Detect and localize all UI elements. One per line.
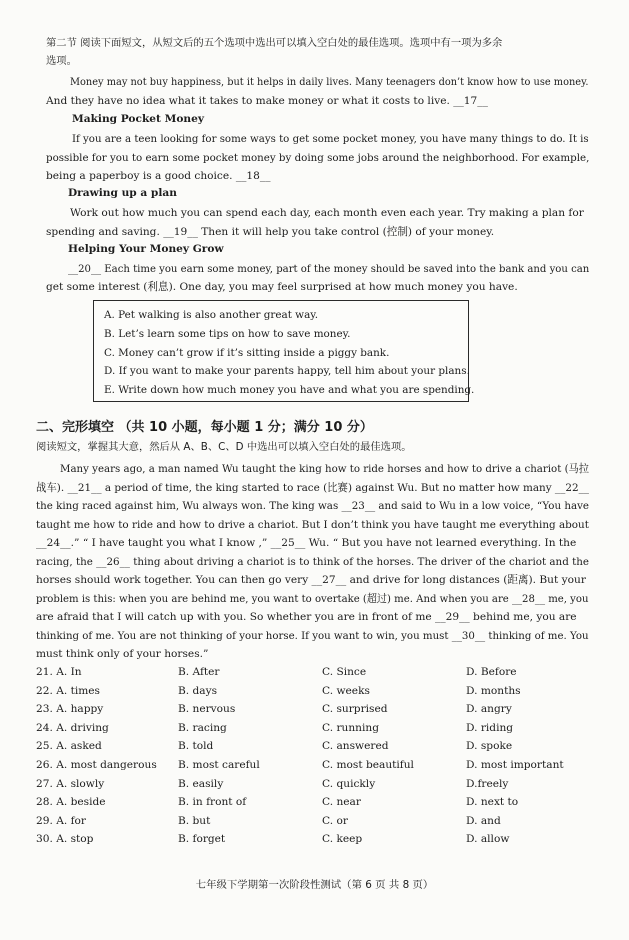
choice-a: 25. A. asked: [36, 740, 102, 753]
cloze-line: 战车). __21__ a period of time, the king started to race (比赛) against Wu. But no matter how many __22__: [36, 482, 589, 494]
choice-c: C. Since: [322, 666, 367, 678]
passage-line: possible for you to earn some pocket money by doing some jobs around the neighborhood. For example,: [46, 152, 590, 164]
choice-b: B. days: [178, 684, 218, 697]
choice-c: C. running: [322, 721, 379, 734]
choice-c: C. near: [322, 796, 361, 809]
choice-d: D. riding: [466, 721, 514, 734]
section2-header-line2: 选项。: [46, 55, 77, 67]
choice-c: C. keep: [322, 833, 363, 846]
choice-b: B. nervous: [178, 703, 236, 716]
subheading-making-pocket-money: Making Pocket Money: [72, 113, 205, 125]
passage-line: spending and saving. __19__ Then it will help you take control (控制) of your money.: [46, 226, 495, 238]
section3-heading: 二、完形填空 （共 10 小题，每小题 1 分；满分 10 分）: [36, 420, 373, 435]
choice-a: 28. A. beside: [36, 796, 106, 809]
passage-line: __20__ Each time you earn some money, part of the money should be saved into the bank and you can: [68, 263, 590, 275]
choice-b: B. in front of: [178, 796, 247, 809]
choice-c: C. answered: [322, 740, 389, 753]
choice-a: 21. A. In: [36, 666, 82, 678]
choice-b: B. After: [178, 666, 220, 678]
choice-b: B. most careful: [178, 759, 260, 771]
choice-b: B. told: [178, 740, 214, 753]
choice-d: D. next to: [466, 796, 519, 809]
choice-a: 27. A. slowly: [36, 777, 105, 790]
passage-line: Work out how much you can spend each day, each month even each year. Try making a plan for: [70, 207, 584, 219]
option-d: D. If you want to make your parents happy, tell him about your plans.: [104, 365, 470, 377]
cloze-line: Many years ago, a man named Wu taught the king how to ride horses and how to drive a chariot (马拉: [60, 463, 590, 475]
page-footer: 七年级下学期第一次阶段性测试（第 6 页 共 8 页）: [195, 879, 434, 891]
choice-a: 24. A. driving: [36, 721, 109, 734]
cloze-line: must think only of your horses.”: [36, 648, 209, 660]
choice-b: B. easily: [178, 777, 224, 790]
subheading-drawing-plan: Drawing up a plan: [68, 187, 177, 199]
cloze-line: __24__.” “ I have taught you what I know ,” __25__ Wu. “ But you have not learned everything. In the: [36, 537, 577, 549]
choice-b: B. forget: [178, 833, 226, 846]
choice-c: C. weeks: [322, 684, 370, 697]
choice-a: 23. A. happy: [36, 703, 104, 716]
cloze-line: taught me how to ride and how to drive a chariot. But I don’t think you have taught me everything about: [36, 519, 589, 531]
passage-line: get some interest (利息). One day, you may feel surprised at how much money you have.: [46, 281, 518, 293]
passage-line: If you are a teen looking for some ways to get some pocket money, you have many things to do. It is: [72, 133, 589, 145]
options-box: [93, 300, 475, 402]
cloze-line: thinking of me. You are not thinking of your horse. If you want to win, you must __30__ thinking of me. You: [36, 630, 589, 642]
choice-c: C. surprised: [322, 703, 388, 716]
passage-line: And they have no idea what it takes to make money or what it costs to live. __17__: [46, 95, 488, 107]
choice-d: D. spoke: [466, 740, 513, 753]
choice-d: D. allow: [466, 833, 510, 846]
choice-c: C. most beautiful: [322, 759, 414, 771]
choice-d: D. and: [466, 814, 501, 827]
option-b: B. Let’s learn some tips on how to save money.: [104, 328, 351, 340]
choice-a: 26. A. most dangerous: [36, 759, 157, 771]
choice-c: C. quickly: [322, 777, 376, 790]
option-e: E. Write down how much money you have and what you are spending.: [104, 384, 475, 396]
option-a: A. Pet walking is also another great way.: [104, 309, 319, 321]
cloze-line: horses should work together. You can then go very __27__ and drive for long distances (距离). But your: [36, 574, 586, 586]
choice-c: C. or: [322, 814, 348, 827]
option-c: C. Money can’t grow if it’s sitting inside a piggy bank.: [104, 347, 390, 359]
choice-d: D. angry: [466, 703, 512, 716]
cloze-line: problem is this: when you are behind me, you want to overtake (超过) me. And when you are __28__ me, you: [36, 593, 589, 605]
choice-b: B. but: [178, 814, 211, 827]
choice-a: 30. A. stop: [36, 833, 94, 846]
subheading-money-grow: Helping Your Money Grow: [68, 243, 224, 255]
choice-a: 29. A. for: [36, 814, 86, 827]
cloze-line: are afraid that I will catch up with you. So whether you are in front of me __29__ behind me, you are: [36, 611, 577, 623]
choice-d: D. most important: [466, 759, 564, 771]
passage-line: Money may not buy happiness, but it helps in daily lives. Many teenagers don’t know how to use money.: [70, 76, 589, 88]
section3-instruction: 阅读短文，掌握其大意，然后从 A、B、C、D 中选出可以填入空白处的最佳选项。: [36, 441, 412, 453]
choice-d: D. Before: [466, 666, 517, 678]
choice-d: D. months: [466, 684, 521, 697]
choice-b: B. racing: [178, 721, 227, 734]
section2-header-line1: 第二节 阅读下面短文，从短文后的五个选项中选出可以填入空白处的最佳选项。选项中有一项为多余: [46, 37, 503, 49]
choice-a: 22. A. times: [36, 684, 100, 697]
cloze-line: the king raced against him, Wu always won. The king was __23__ and said to Wu in a low voice, “You have: [36, 500, 589, 512]
cloze-line: racing, the __26__ thing about driving a chariot is to think of the horses. The driver of the chariot and the: [36, 556, 589, 568]
choice-d: D.freely: [466, 777, 509, 790]
passage-line: being a paperboy is a good choice. __18__: [46, 170, 271, 182]
